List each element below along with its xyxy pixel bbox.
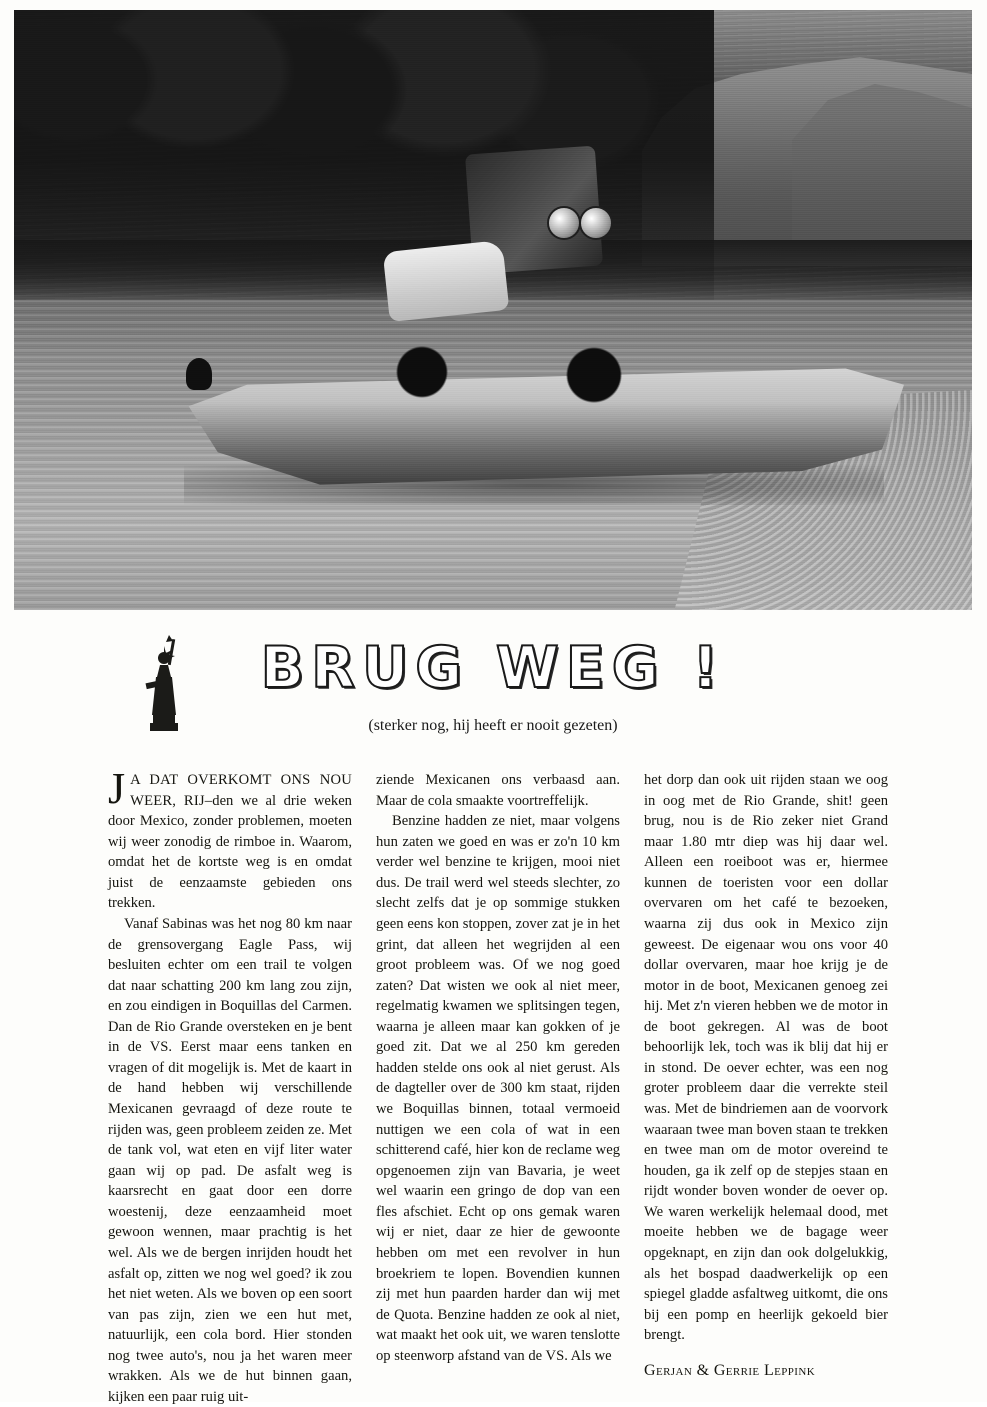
article-photo [14,10,972,610]
paragraph: het dorp dan ook uit rijden staan we oog in oog met de Rio Grande, shit! geen brug, nou is de Rio zeker niet Grand maar 1.80 mtr diep was hij daar wel. Alleen een roeiboot was er, hiermee kunnen de toeristen voor een dollar overvaren om het café te bezoeken, waarna zij dus ook in Mexico zijn geweest. De eigenaar wou ons voor 40 dollar overvaren, maar hoe krijg je de motor in de boot, Mexicanen genoeg zei hij. Met z'n vieren hebben we de motor in de boot gekregen. Al was de boot behoorlijk lek, toch was ik blij dat hij er in stond. De oever echter, was een nog groter probleem daar die verrekte steil was. Met de bindriemen aan de voorvork waaraan twee man boven staan te trekken en twee man om de motor overeind te houden, ga ik zelf op de stepjes staan en rijdt wonder boven wonder de oever op. We waren werkelijk helemaal dood, met moeite hebben we de bagage weer opgeknapt, en zijn dan ook dolgelukkig, als het bospad daadwerkelijk op een spiegel gladde asfaltweg uitkomt, die ons bij een pomp en heerlijk gekoeld bier brengt. [644,772,888,1344]
page-subtitle: (sterker nog, hij heeft er nooit gezeten) [368,717,618,734]
paragraph: Benzine hadden ze niet, maar volgens hun zaten we goed en was er zo'n 10 km verder wel benzine te krijgen, mooi niet dus. De trail werd wel steeds slechter, zo slecht zelfs dat je op sommige stukken geen eens kon stoppen, zover zat je in het grint, dat alleen het wegrijden al een groot probleem was. Of we nog goed zaten? Dat wisten we ook al niet meer, regelmatig kwamen we splitsingen tegen, waarna je alleen maar kan gokken of je goed zit. Dat we al 250 km gereden hadden stelde ons ook al niet gerust. Als de dagteller over de 300 km staat, rijden we Boquillas binnen, totaal vermoeid nuttigen we een cola of wat in een schitterend café, hier kon de reclame weg opgenoemen zijn van Bavaria, je weet wel waarin een gringo de dop van een fles afschiet. Echt op ons gemak waren wij er niet, daar ze hier de gewoonte hebben om met een revolver in hun broekriem te lopen. Bovendien kunnen zij met hun paarden harder dan wij met de Quota. Benzine hadden ze ook al niet, wat maakt het ook uit, we waren tenslotte op steenworp afstand van de VS. Als we [376,813,620,1364]
paragraph [108,764,352,914]
article-body [108,764,890,1405]
photo-background [14,10,972,610]
page-title: BRUG WEG ! [260,635,726,701]
article-column-2 [376,770,620,1382]
paragraph: Vanaf Sabinas was het nog 80 km naar de grensovergang Eagle Pass, wij besluiten echter om een trail te volgen dat naar schatting 200 km lang zou zijn, en zou eindigen in Boquillas del Carmen. Dan de Rio Grande oversteken en je bent in de VS. Eerst maar eens tanken en vragen of dit mogelijk is. Met de kaart in de hand hebben wij verschillende Mexicanen gevraagd of deze route te rijden was, geen probleem zeiden ze. Met de tank vol, wat eten en vijf liter water gaan wij op pad. De asfalt weg is kaarsrecht en gaat door een dorre woestenij, deze eenzaamheid moet gewoon wennen, maar prachtig is het wel. Als we de bergen inrijden houdt het asfalt op, zitten we nog wel goed? ik zou het niet weten. Als we boven op een soort van pas zijn, zien we een hut met, natuurlijk, een cola bord. Hier stonden nog twee auto's, nou ja het waren meer wrakken. Als we de hut binnen gaan, kijken een paar ruig uit- [108,915,352,1405]
article-column-1 [108,764,352,1405]
article-byline: Gerjan & Gerrie Leppink [644,1361,816,1379]
photo-headlamps [547,206,609,240]
lead-smallcaps: A DAT OVERKOMT ONS NOU WEER, RIJ– [130,772,352,809]
title-block [14,625,972,745]
paragraph: ziende Mexicanen ons verbaasd aan. Maar de cola smaakte voortreffelijk. [376,772,620,809]
article-column-3 [644,770,888,1382]
photo-person [186,358,212,390]
lead-rest: den we al drie weken door Mexico, zonder problemen, moeten wij weer zonodig de rimboe in. Waarom, omdat het de kortste weg is en omdat juist de eenzaamste gebieden ons trekken. [108,792,352,912]
photo-fuel-tank [383,240,510,322]
drop-cap: J [108,764,126,813]
